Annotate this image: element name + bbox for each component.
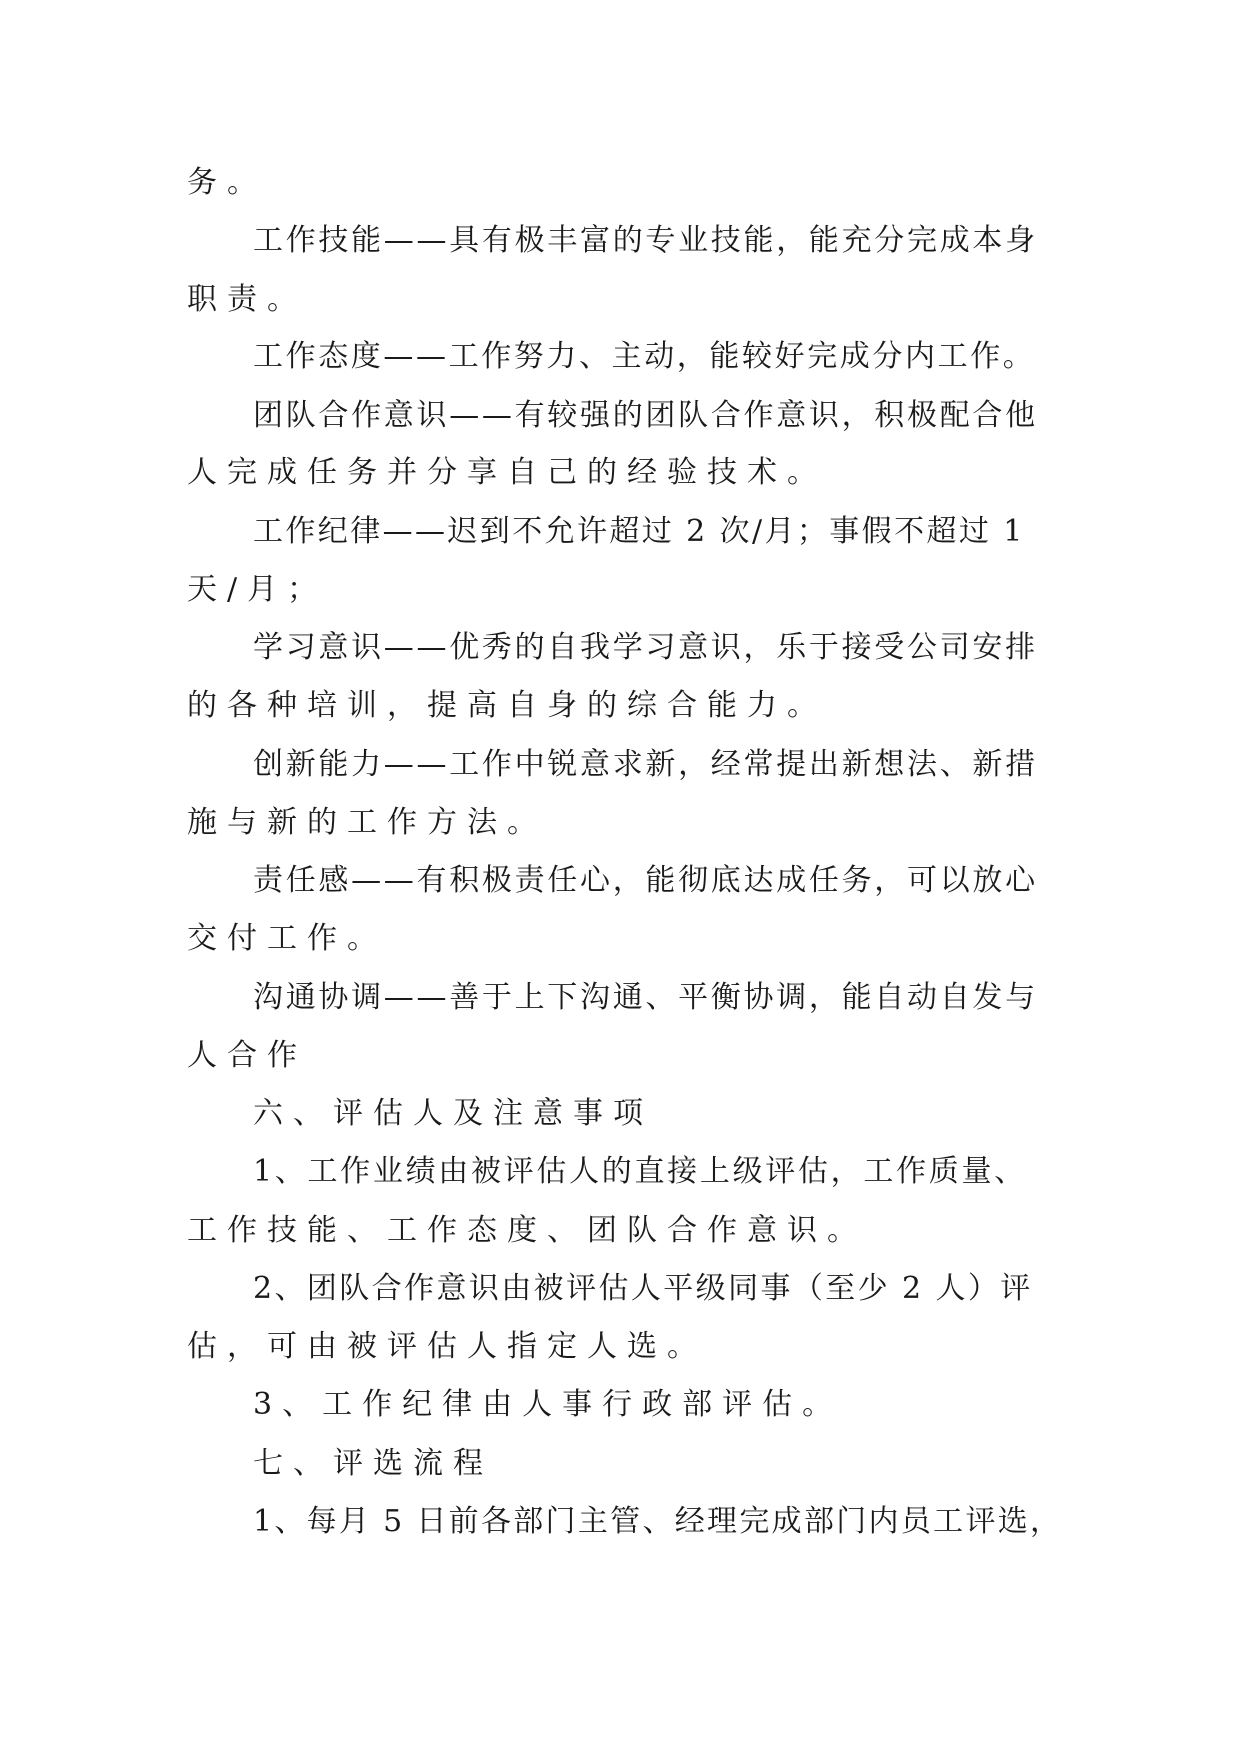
text-line: 2、团队合作意识由被评估人平级同事（至少 2 人）评 <box>253 1271 1033 1306</box>
text-line: 责任感——有积极责任心，能彻底达成任务，可以放心 <box>253 863 1038 898</box>
text-line: 工作技能、工作态度、团队合作意识。 <box>187 1213 867 1248</box>
text-line: 工作纪律——迟到不允许超过 2 次/月；事假不超过 1 <box>253 514 1025 549</box>
text-line: 施与新的工作方法。 <box>187 805 547 840</box>
text-line: 天/月； <box>187 572 328 607</box>
text-line: 人完成任务并分享自己的经验技术。 <box>187 455 827 490</box>
text-line: 交付工作。 <box>187 921 387 956</box>
section-heading: 七、评选流程 <box>253 1446 493 1481</box>
text-line: 团队合作意识——有较强的团队合作意识，积极配合他 <box>253 398 1038 433</box>
text-line: 沟通协调——善于上下沟通、平衡协调，能自动自发与 <box>253 980 1038 1015</box>
text-line: 3、工作纪律由人事行政部评估。 <box>253 1387 843 1422</box>
text-line: 务。 <box>187 165 267 200</box>
text-line: 的各种培训，提高自身的综合能力。 <box>187 688 827 723</box>
text-line: 人合作 <box>187 1038 307 1073</box>
text-line: 1、工作业绩由被评估人的直接上级评估，工作质量、 <box>253 1154 1027 1189</box>
text-line: 工作态度——工作努力、主动，能较好完成分内工作。 <box>253 339 1036 374</box>
text-line: 学习意识——优秀的自我学习意识，乐于接受公司安排 <box>253 630 1038 665</box>
text-line: 工作技能——具有极丰富的专业技能，能充分完成本身 <box>253 223 1038 258</box>
text-line: 估，可由被评估人指定人选。 <box>187 1329 707 1364</box>
section-heading: 六、评估人及注意事项 <box>253 1096 653 1131</box>
text-line: 职责。 <box>187 282 307 317</box>
text-line: 创新能力——工作中锐意求新，经常提出新想法、新措 <box>253 747 1038 782</box>
text-line: 1、每月 5 日前各部门主管、经理完成部门内员工评选， <box>253 1504 1063 1539</box>
